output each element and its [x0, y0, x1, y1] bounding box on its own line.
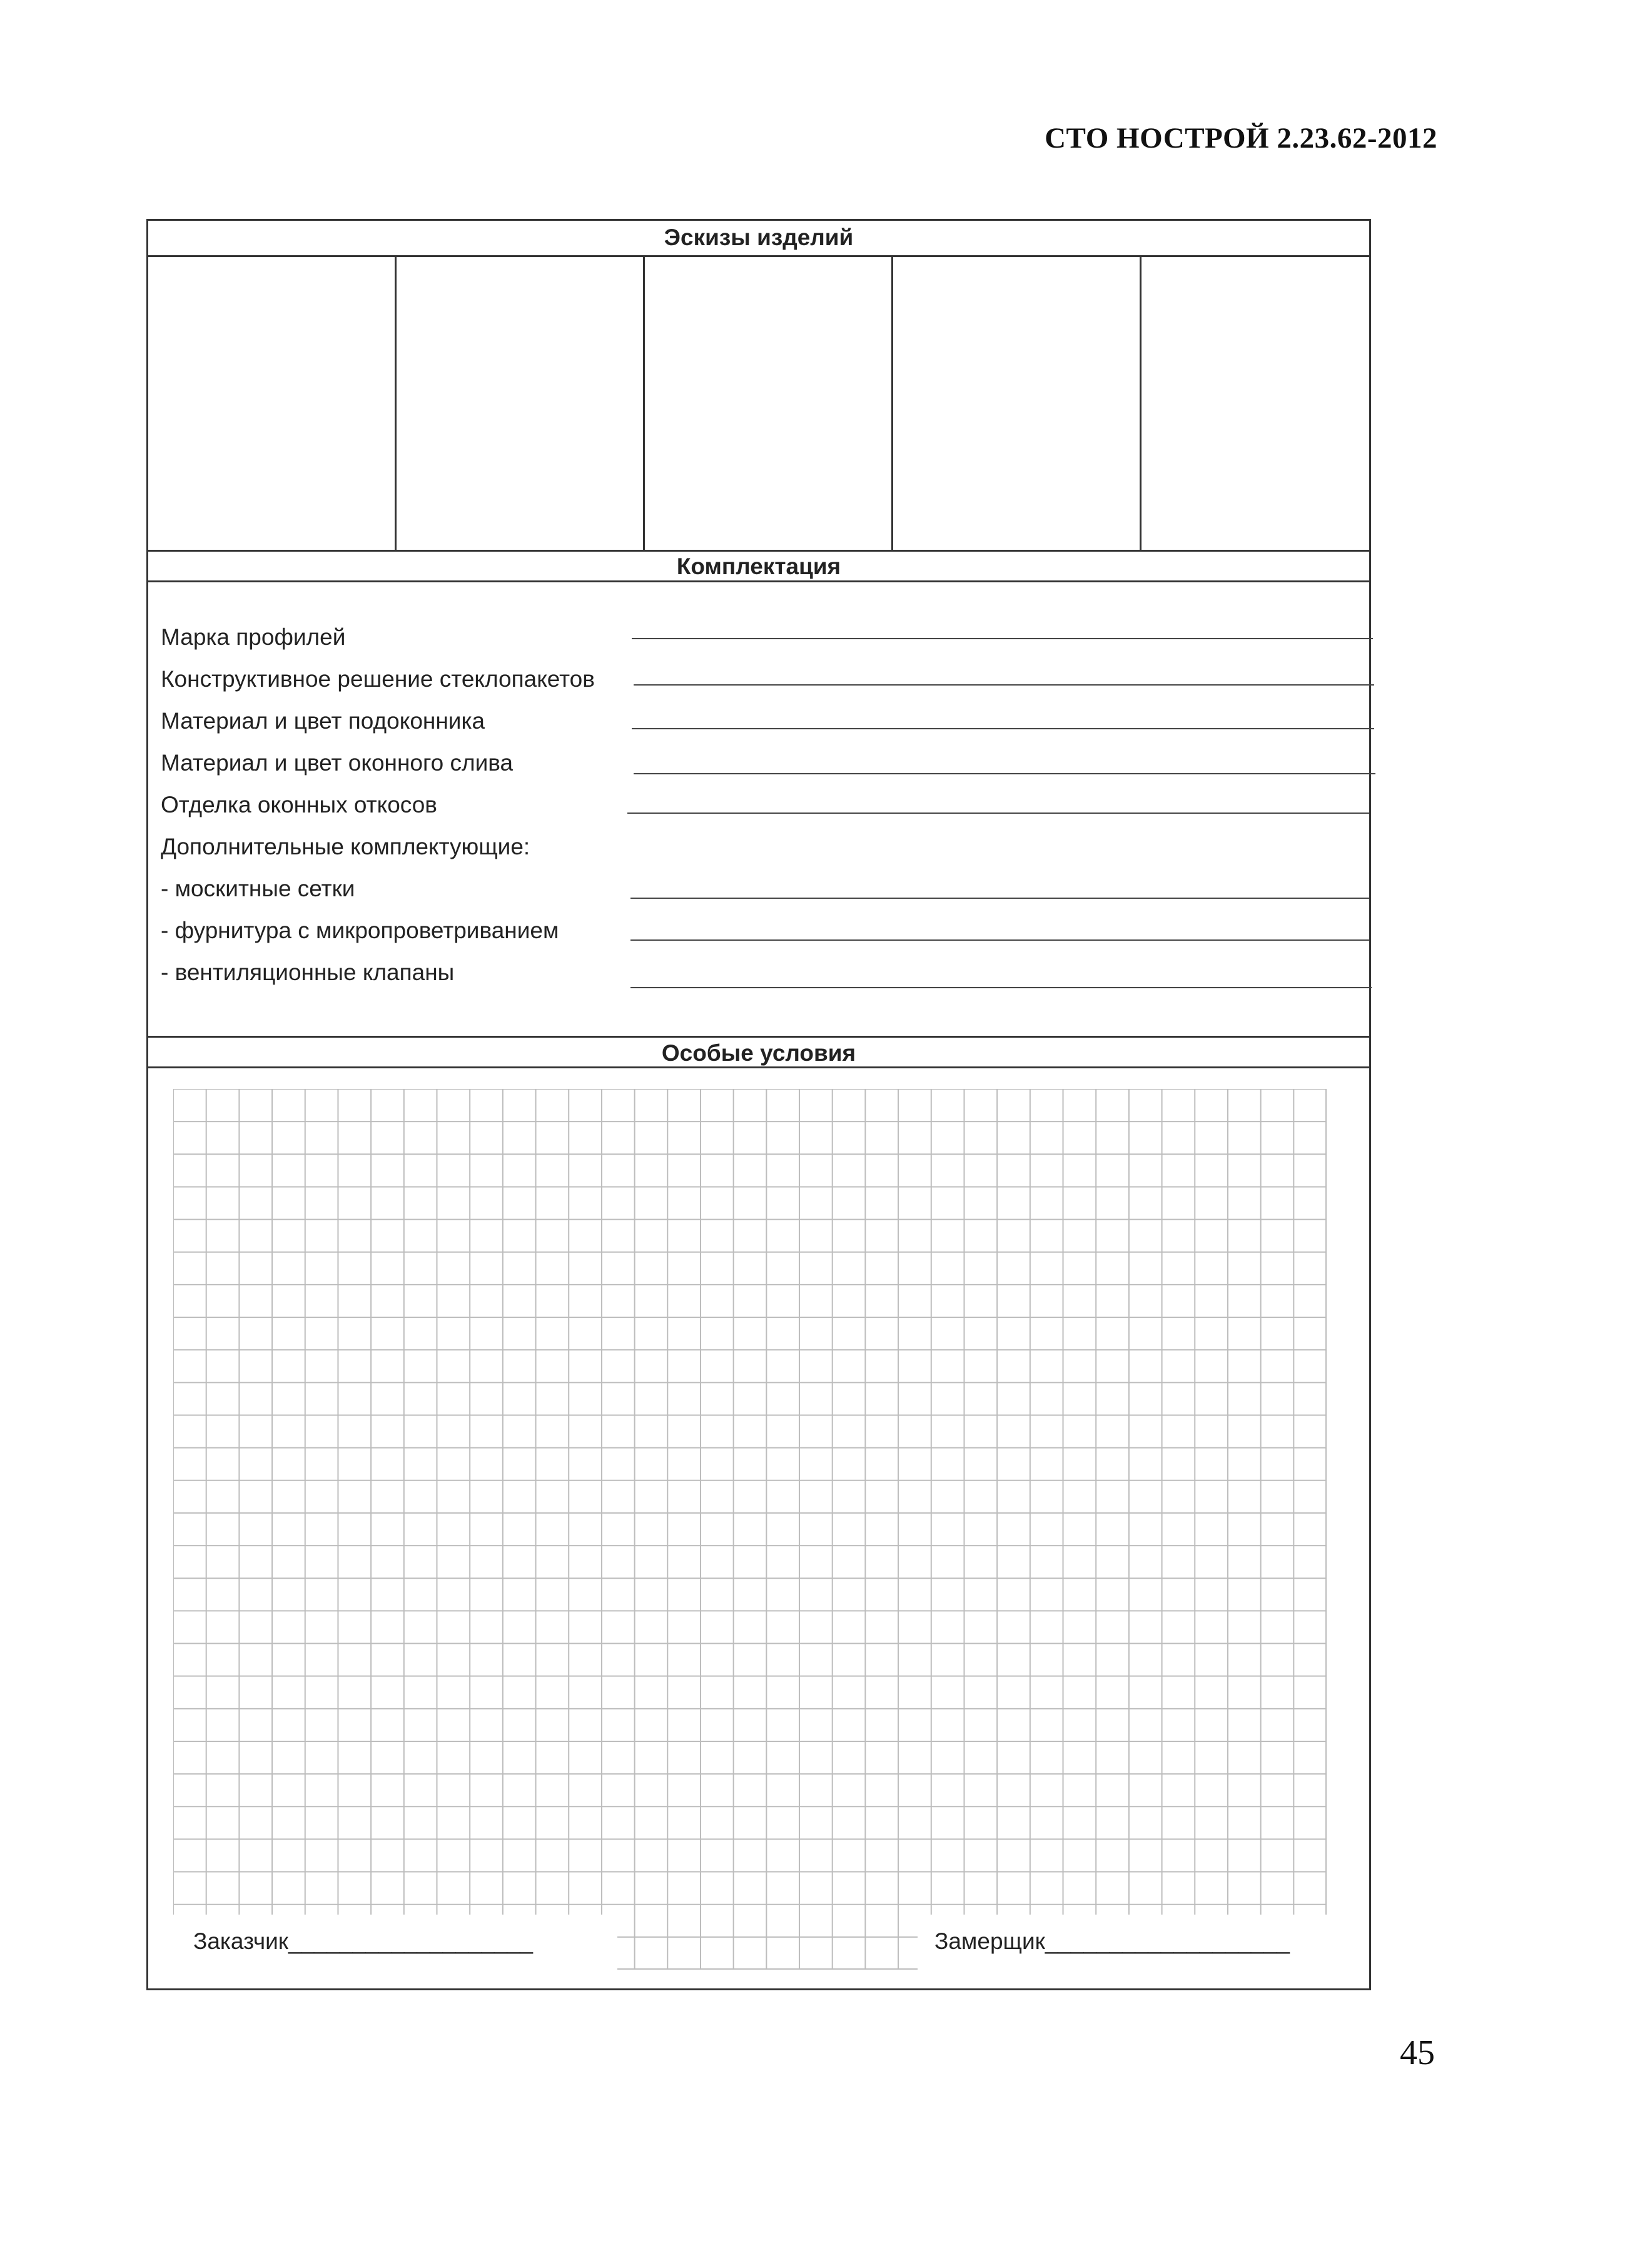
field-ventilation-valves: - вентиляционные клапаны: [161, 959, 455, 985]
special-conditions-section-title: Особые условия: [661, 1040, 856, 1066]
field-micro-ventilation-hardware: - фурнитура с микропроветриванием: [161, 918, 559, 943]
field-mosquito-nets-input[interactable]: [630, 898, 1369, 899]
field-profile-brand: Марка профилей: [161, 624, 346, 650]
field-drip-material: Материал и цвет оконного слива: [161, 750, 514, 776]
sketch-cell-2[interactable]: [397, 257, 643, 550]
field-drip-material-input[interactable]: [634, 773, 1375, 774]
field-additional-components: Дополнительные комплектующие:: [161, 834, 530, 859]
field-reveal-finish-input[interactable]: [627, 813, 1369, 814]
customer-signature[interactable]: Заказчик___________________: [193, 1928, 533, 1954]
page-number: 45: [1400, 2033, 1435, 2072]
divider: [148, 1036, 1369, 1038]
sketches-section-title: Эскизы изделий: [664, 225, 854, 250]
field-sill-material-input[interactable]: [632, 728, 1374, 729]
divider: [148, 550, 1369, 552]
sketch-cell-5[interactable]: [1142, 257, 1369, 550]
field-micro-ventilation-hardware-input[interactable]: [630, 939, 1369, 941]
document-code: СТО НОСТРОЙ 2.23.62-2012: [1045, 122, 1437, 154]
sketch-cell-3[interactable]: [645, 257, 891, 550]
field-sill-material: Материал и цвет подоконника: [161, 708, 485, 734]
sketch-cell-1[interactable]: [148, 257, 395, 550]
field-glazing-solution: Конструктивное решение стеклопакетов: [161, 666, 595, 692]
equipment-section-title: Комплектация: [676, 554, 841, 579]
field-reveal-finish: Отделка оконных откосов: [161, 792, 437, 818]
divider: [148, 580, 1369, 582]
field-mosquito-nets: - москитные сетки: [161, 876, 355, 901]
field-profile-brand-input[interactable]: [632, 638, 1373, 639]
divider: [148, 1066, 1369, 1068]
field-ventilation-valves-input[interactable]: [630, 987, 1372, 988]
sketch-cell-4[interactable]: [893, 257, 1140, 550]
measurement-form: [146, 219, 1371, 1990]
measurer-signature[interactable]: Замерщик___________________: [934, 1928, 1290, 1954]
field-glazing-solution-input[interactable]: [634, 684, 1374, 686]
notes-grid[interactable]: [173, 1089, 1327, 1970]
